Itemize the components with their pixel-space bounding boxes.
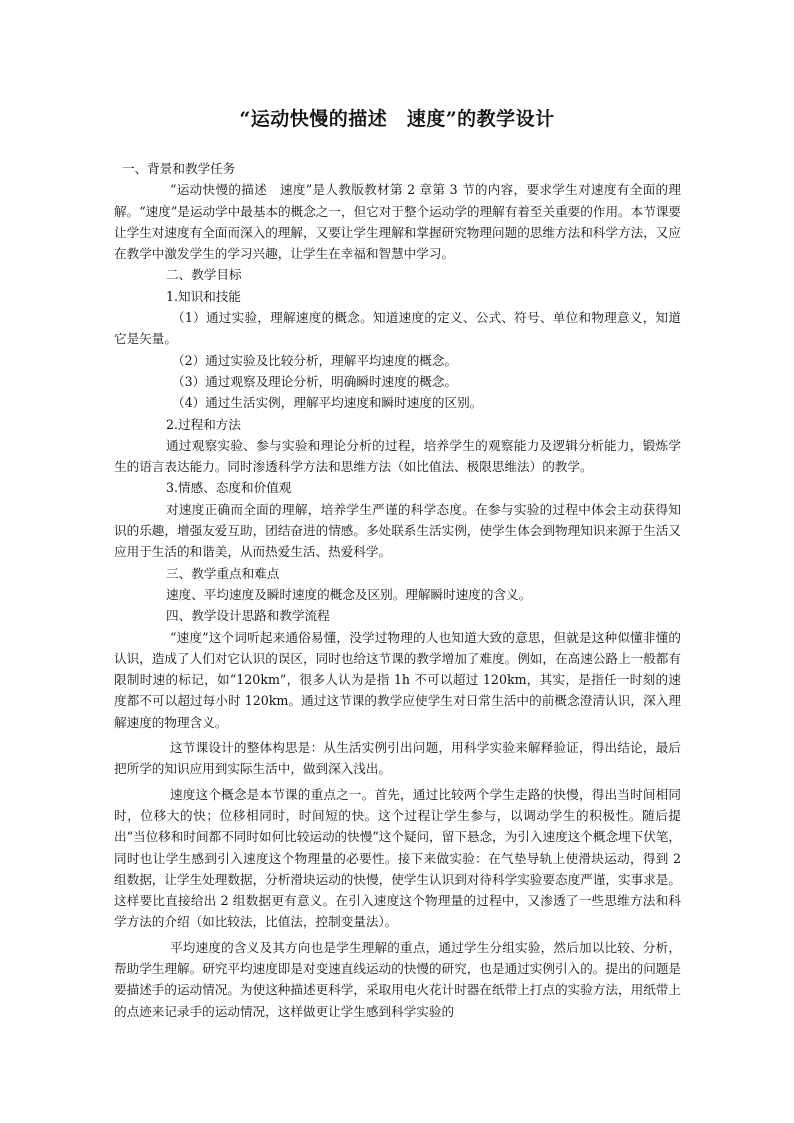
objective-item-3: （3）通过观察及理论分析，明确瞬时速度的概念。 <box>172 373 458 389</box>
paragraph-emotion-values: 对速度正确而全面的理解，培养学生严谨的科学态度。在参与实验的过程中体会主动获得知识的乐趣，增强友爱互助，团结奋进的情感。多处联系生活实例，使学生体会到物理知识来源于生活又应用于生活的和谐美，从而热爱生活、热爱科学。 <box>114 501 681 560</box>
document-body <box>114 158 681 1022</box>
paragraph-design-concept: 这节课设计的整体构思是：从生活实例引出问题，用科学实验来解释验证，得出结论，最后把所学的知识应用到实际生活中，做到深入浅出。 <box>114 740 681 777</box>
paragraph-background: “运动快慢的描述 速度”是人教版教材第 2 章第 3 节的内容，要求学生对速度有全面的理解。“速度”是运动学中最基本的概念之一，但它对于整个运动学的理解有着至关重要的作用。本节课要让学生对速度有全面而深入的理解，又要让学生理解和掌握研究物理问题的思维方法和科学方法，又应在教学中激发学生的学习兴趣，让学生在幸福和智慧中学习。 <box>114 182 682 262</box>
section-heading-key-points: 三、教学重点和难点 <box>166 565 280 581</box>
paragraph-design-intro: “速度”这个词听起来通俗易懂，没学过物理的人也知道大致的意思，但就是这种似懂非懂的认识，造成了人们对它认识的误区，同时也给这节课的教学增加了难度。例如，在高速公路上一般都有限制时速的标记，如“120km”，很多人认为是指 1h 不可以超过 120km，其实，是指任一时刻的速度都不可以超过每小时 120km。通过这节课的教学应使学生对日常生活中的前概念澄清认识，深入理解速度的物理含义。 <box>114 629 681 730</box>
section-heading-design-flow: 四、教学设计思路和教学流程 <box>166 608 330 624</box>
document-title: “运动快慢的描述 速度”的教学设计 <box>239 108 555 130</box>
paragraph-average-speed: 平均速度的含义及其方向也是学生理解的重点，通过学生分组实验，然后加以比较、分析，帮助学生理解。研究平均速度即是对变速直线运动的快慢的研究，也是通过实例引入的。提出的问题是要描述手的运动情况。为使这种描述更科学，采取用电火花计时器在纸带上打点的实验方法，用纸带上的点迹来记录手的运动情况，这样做更让学生感到科学实验的 <box>114 939 681 1019</box>
subheading-process-methods: 2.过程和方法 <box>166 416 241 432</box>
subheading-emotion-values: 3.情感、态度和价值观 <box>166 480 292 496</box>
subheading-knowledge-skills: 1.知识和技能 <box>166 288 241 304</box>
objective-item-4: （4）通过生活实例，理解平均速度和瞬时速度的区别。 <box>172 395 483 411</box>
objective-item-2: （2）通过实验及比较分析，理解平均速度的概念。 <box>172 352 458 368</box>
objective-item-1: （1）通过实验，理解速度的概念。知道速度的定义、公式、符号、单位和物理意义，知道它是矢量。 <box>114 310 681 347</box>
paragraph-process-methods: 通过观察实验、参与实验和理论分析的过程，培养学生的观察能力及逻辑分析能力，锻炼学生的语言表达能力。同时渗透科学方法和思维方法（如比值法、极限思维法）的教学。 <box>114 437 681 475</box>
section-heading-background: 一、背景和教学任务 <box>122 161 236 176</box>
paragraph-speed-concept: 速度这个概念是本节课的重点之一。首先，通过比较两个学生走路的快慢，得出当时间相同时，位移大的快；位移相同时，时间短的快。这个过程让学生参与，以调动学生的积极性。随后提出“当位移和时间都不同时如何比较运动的快慢”这个疑问，留下悬念，为引入速度这个概念埋下伏笔，同时也让学生感到引入速度这个物理量的必要性。接下来做实验：在气垫导轨上使滑块运动，得到 2 组数据，让学生处理数据，分析滑块运动的快慢，使学生认识到对待科学实验要态度严谨，实事求是。这样要比直接给出 2 组数据更有意义。在引入速度这个物理量的过程中，又渗透了一些思维方法和科学方法的介绍（如比较法，比值法，控制变量法）。 <box>114 786 682 930</box>
paragraph-key-points: 速度、平均速度及瞬时速度的概念及区别。理解瞬时速度的含义。 <box>166 586 532 602</box>
section-heading-objectives: 二、教学目标 <box>166 267 242 283</box>
